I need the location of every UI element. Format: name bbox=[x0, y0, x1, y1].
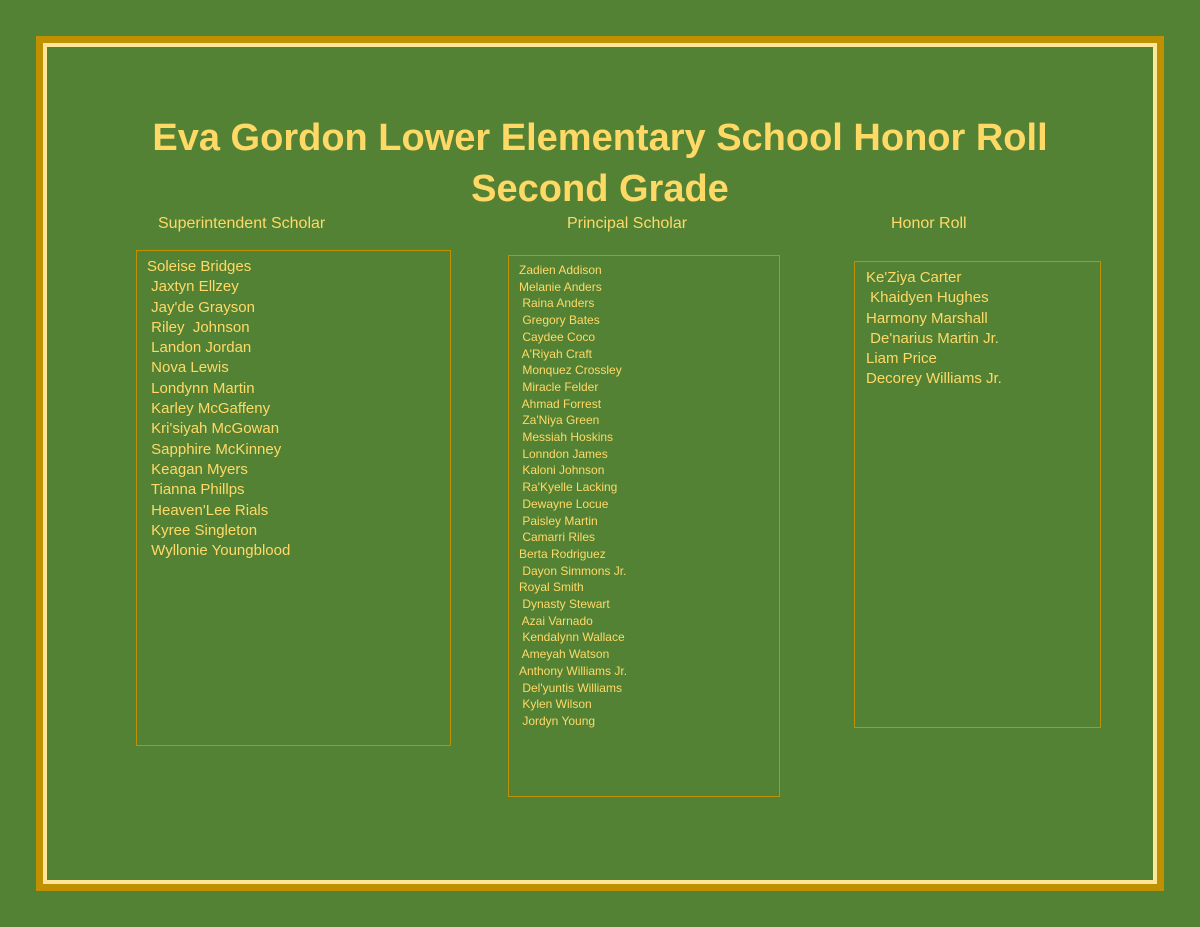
student-name: Dayon Simmons Jr. bbox=[519, 563, 627, 578]
student-name: Kri'siyah McGowan bbox=[147, 420, 280, 438]
student-name: Camarri Riles bbox=[519, 530, 596, 545]
student-name: Berta Rodriguez bbox=[519, 546, 606, 561]
student-name: Londynn Martin bbox=[147, 379, 255, 397]
student-name: Jay'de Grayson bbox=[147, 298, 255, 316]
student-name: Del'yuntis Williams bbox=[519, 680, 622, 695]
student-name: Nova Lewis bbox=[147, 359, 229, 377]
student-name: Anthony Williams Jr. bbox=[519, 663, 628, 678]
student-name: Kylen Wilson bbox=[519, 697, 592, 712]
student-name: Zadien Addison bbox=[519, 263, 602, 277]
student-name: Decorey Williams Jr. bbox=[866, 370, 1002, 388]
principal-scholar-list bbox=[519, 262, 779, 730]
principal-scholar-box bbox=[508, 255, 780, 797]
honor-roll-heading: Honor Roll bbox=[891, 215, 967, 232]
student-name: Azai Varnado bbox=[519, 613, 593, 628]
student-name: Melanie Anders bbox=[519, 279, 602, 294]
student-name: Wyllonie Youngblood bbox=[147, 542, 291, 560]
honor-roll-list bbox=[866, 268, 1100, 390]
principal-scholar-heading: Principal Scholar bbox=[567, 215, 688, 232]
student-name: Messiah Hoskins bbox=[519, 430, 614, 445]
student-name: Riley Johnson bbox=[147, 318, 250, 336]
student-name: Dewayne Locue bbox=[519, 496, 609, 511]
student-name: Ameyah Watson bbox=[519, 647, 610, 662]
superintendent-scholar-heading: Superintendent Scholar bbox=[158, 215, 326, 232]
student-name: Gregory Bates bbox=[519, 313, 600, 328]
student-name: Khaidyen Hughes bbox=[866, 289, 989, 307]
superintendent-scholar-list bbox=[147, 257, 450, 561]
student-name: Caydee Coco bbox=[519, 329, 596, 344]
student-name: Karley McGaffeny bbox=[147, 400, 271, 418]
honor-roll-box bbox=[854, 261, 1101, 728]
page-title: Eva Gordon Lower Elementary School Honor Roll bbox=[152, 117, 1048, 159]
student-name: Za'Niya Green bbox=[519, 413, 600, 428]
student-name: Ke'Ziya Carter bbox=[866, 269, 962, 286]
student-name: A'Riyah Craft bbox=[519, 346, 592, 361]
student-name: Raina Anders bbox=[519, 296, 595, 311]
student-name: Paisley Martin bbox=[519, 513, 598, 528]
student-name: Keagan Myers bbox=[147, 460, 248, 478]
student-name: Miracle Felder bbox=[519, 379, 599, 394]
superintendent-scholar-box bbox=[136, 250, 451, 746]
student-name: Liam Price bbox=[866, 350, 937, 368]
student-name: Monquez Crossley bbox=[519, 363, 622, 378]
student-name: Dynasty Stewart bbox=[519, 597, 610, 612]
student-name: Sapphire McKinney bbox=[147, 440, 282, 458]
student-name: Jordyn Young bbox=[519, 713, 596, 728]
student-name: Royal Smith bbox=[519, 580, 584, 595]
student-name: Kendalynn Wallace bbox=[519, 630, 625, 645]
student-name: Kyree Singleton bbox=[147, 521, 258, 539]
student-name: Lonndon James bbox=[519, 446, 608, 461]
student-name: Kaloni Johnson bbox=[519, 463, 605, 478]
student-name: Harmony Marshall bbox=[866, 309, 988, 327]
student-name: Jaxtyn Ellzey bbox=[147, 278, 239, 296]
student-name: De'narius Martin Jr. bbox=[866, 329, 999, 347]
student-name: Ahmad Forrest bbox=[519, 396, 602, 411]
student-name: Heaven'Lee Rials bbox=[147, 501, 269, 519]
student-name: Soleise Bridges bbox=[147, 258, 252, 275]
page-subtitle: Second Grade bbox=[471, 168, 729, 210]
student-name: Ra'Kyelle Lacking bbox=[519, 480, 618, 495]
student-name: Landon Jordan bbox=[147, 339, 252, 357]
student-name: Tianna Phillps bbox=[147, 481, 245, 499]
